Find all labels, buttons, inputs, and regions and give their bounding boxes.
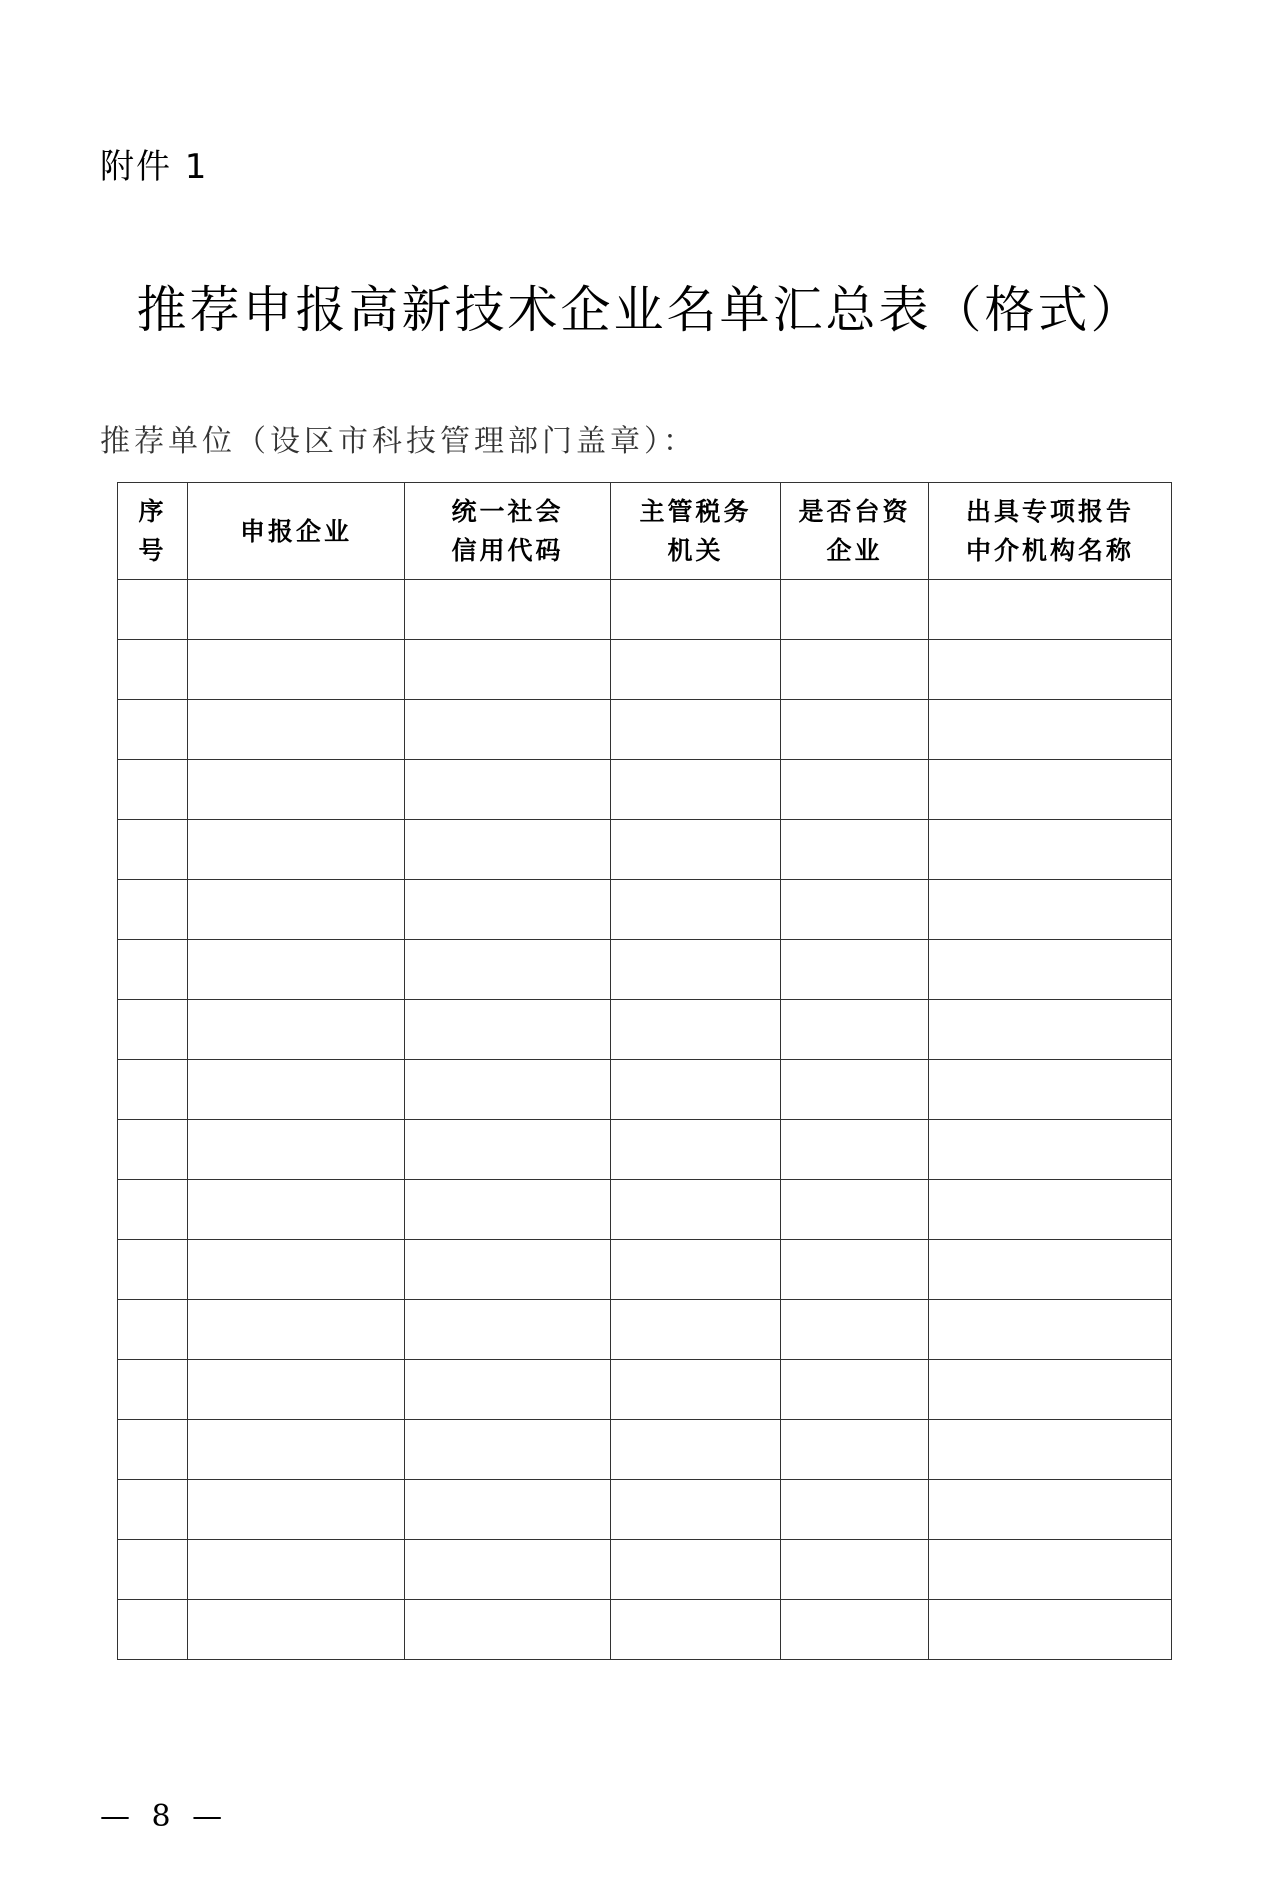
table-cell[interactable]	[188, 1540, 405, 1600]
table-cell[interactable]	[188, 1060, 405, 1120]
table-cell[interactable]	[188, 1420, 405, 1480]
table-cell[interactable]	[118, 1540, 188, 1600]
page-title: 推荐申报高新技术企业名单汇总表（格式）	[136, 281, 1144, 339]
table-cell[interactable]	[188, 1300, 405, 1360]
table-row	[118, 1060, 1172, 1120]
table-cell[interactable]	[781, 1360, 929, 1420]
table-cell[interactable]	[611, 820, 781, 880]
table-cell[interactable]	[781, 1000, 929, 1060]
table-row	[118, 1240, 1172, 1300]
table-cell[interactable]	[929, 1540, 1172, 1600]
header-line: 序	[138, 497, 167, 526]
table-cell[interactable]	[611, 1540, 781, 1600]
table-cell[interactable]	[118, 580, 188, 640]
table-cell[interactable]	[405, 1360, 611, 1420]
table-cell[interactable]	[188, 760, 405, 820]
attachment-label: 附件 1	[100, 147, 209, 187]
table-cell[interactable]	[781, 1300, 929, 1360]
table-row	[118, 1300, 1172, 1360]
table-cell[interactable]	[929, 1420, 1172, 1480]
table-body	[118, 580, 1172, 1660]
table-cell[interactable]	[188, 640, 405, 700]
table-cell[interactable]	[188, 820, 405, 880]
table-cell[interactable]	[781, 1540, 929, 1600]
table-cell[interactable]	[611, 1600, 781, 1660]
table-cell[interactable]	[405, 1420, 611, 1480]
table-cell[interactable]	[405, 1300, 611, 1360]
header-line: 号	[138, 536, 167, 565]
table-cell[interactable]	[611, 1300, 781, 1360]
table-cell[interactable]	[188, 1360, 405, 1420]
table-cell[interactable]	[118, 760, 188, 820]
table-row	[118, 700, 1172, 760]
header-agency-name	[929, 483, 1172, 580]
table-cell[interactable]	[188, 1240, 405, 1300]
table-cell[interactable]	[611, 880, 781, 940]
header-serial-number	[118, 483, 188, 580]
table-cell[interactable]	[781, 940, 929, 1000]
table-cell[interactable]	[929, 1240, 1172, 1300]
table-cell[interactable]	[405, 1240, 611, 1300]
header-taiwan-funded	[781, 483, 929, 580]
table-cell[interactable]	[118, 1120, 188, 1180]
header-line: 中介机构名称	[965, 536, 1134, 565]
table-row	[118, 1180, 1172, 1240]
header-tax-authority	[611, 483, 781, 580]
table-cell[interactable]	[188, 580, 405, 640]
table-cell[interactable]	[405, 820, 611, 880]
table-cell[interactable]	[781, 1480, 929, 1540]
table-cell[interactable]	[188, 1120, 405, 1180]
table-cell[interactable]	[118, 1300, 188, 1360]
table-cell[interactable]	[929, 880, 1172, 940]
table-cell[interactable]	[188, 1480, 405, 1540]
table-cell[interactable]	[929, 820, 1172, 880]
table-cell[interactable]	[611, 760, 781, 820]
table-cell[interactable]	[188, 700, 405, 760]
table-cell[interactable]	[118, 820, 188, 880]
table-cell[interactable]	[929, 1480, 1172, 1540]
table-cell[interactable]	[118, 1060, 188, 1120]
table-row	[118, 640, 1172, 700]
table-cell[interactable]	[781, 1180, 929, 1240]
table-cell[interactable]	[929, 1060, 1172, 1120]
table-cell[interactable]	[611, 1420, 781, 1480]
header-line: 申报企业	[239, 516, 352, 546]
table-cell[interactable]	[781, 700, 929, 760]
table-cell[interactable]	[929, 940, 1172, 1000]
table-cell[interactable]	[929, 700, 1172, 760]
table-cell[interactable]	[118, 1420, 188, 1480]
table-row	[118, 1000, 1172, 1060]
table-cell[interactable]	[405, 1180, 611, 1240]
table-row	[118, 940, 1172, 1000]
table-cell[interactable]	[188, 1000, 405, 1060]
table-cell[interactable]	[405, 880, 611, 940]
header-applicant-enterprise	[188, 483, 405, 580]
header-line: 主管税务	[639, 497, 752, 526]
table-cell[interactable]	[611, 1240, 781, 1300]
table-row	[118, 1600, 1172, 1660]
table-cell[interactable]	[929, 1120, 1172, 1180]
table-cell[interactable]	[188, 1600, 405, 1660]
table-cell[interactable]	[611, 1360, 781, 1420]
table-cell[interactable]	[405, 1540, 611, 1600]
table-cell[interactable]	[118, 1480, 188, 1540]
header-credit-code	[405, 483, 611, 580]
table-cell[interactable]	[781, 1600, 929, 1660]
header-line: 信用代码	[451, 536, 564, 565]
table-cell[interactable]	[781, 1240, 929, 1300]
table-cell[interactable]	[118, 1180, 188, 1240]
table-cell[interactable]	[188, 940, 405, 1000]
table-cell[interactable]	[118, 640, 188, 700]
table-cell[interactable]	[611, 1180, 781, 1240]
header-line: 是否台资	[798, 497, 911, 526]
table-cell[interactable]	[929, 760, 1172, 820]
table-row	[118, 1540, 1172, 1600]
table-cell[interactable]	[781, 1120, 929, 1180]
table-cell[interactable]	[611, 1060, 781, 1120]
header-line: 出具专项报告	[965, 497, 1134, 526]
table-row	[118, 1480, 1172, 1540]
table-cell[interactable]	[405, 1480, 611, 1540]
table-cell[interactable]	[781, 1420, 929, 1480]
table-cell[interactable]	[118, 880, 188, 940]
table-row	[118, 760, 1172, 820]
recommender-line: 推荐单位（设区市科技管理部门盖章）：	[100, 424, 697, 459]
table-cell[interactable]	[929, 580, 1172, 640]
header-line: 企业	[826, 536, 883, 565]
table-row	[118, 580, 1172, 640]
table-cell[interactable]	[118, 1000, 188, 1060]
table-row	[118, 1420, 1172, 1480]
table-cell[interactable]	[929, 1360, 1172, 1420]
table-cell[interactable]	[781, 1060, 929, 1120]
table-row	[118, 820, 1172, 880]
table-cell[interactable]	[611, 700, 781, 760]
table-cell[interactable]	[405, 1060, 611, 1120]
table-cell[interactable]	[405, 1120, 611, 1180]
table-cell[interactable]	[118, 1600, 188, 1660]
header-line: 统一社会	[451, 497, 564, 526]
table-cell[interactable]	[929, 1300, 1172, 1360]
table-cell[interactable]	[405, 940, 611, 1000]
table-cell[interactable]	[929, 640, 1172, 700]
table-cell[interactable]	[781, 640, 929, 700]
page-number: — 8 —	[100, 1799, 229, 1834]
table-cell[interactable]	[781, 820, 929, 880]
table-cell[interactable]	[118, 700, 188, 760]
table-cell[interactable]	[118, 1360, 188, 1420]
table-cell[interactable]	[781, 580, 929, 640]
table-cell[interactable]	[188, 880, 405, 940]
table-cell[interactable]	[611, 940, 781, 1000]
table-cell[interactable]	[188, 1180, 405, 1240]
table-cell[interactable]	[611, 1000, 781, 1060]
table-cell[interactable]	[611, 1480, 781, 1540]
table-cell[interactable]	[405, 1000, 611, 1060]
table-cell[interactable]	[929, 1180, 1172, 1240]
table-cell[interactable]	[611, 580, 781, 640]
table-cell[interactable]	[118, 940, 188, 1000]
table-cell[interactable]	[405, 700, 611, 760]
table-cell[interactable]	[405, 760, 611, 820]
table-row	[118, 1120, 1172, 1180]
table-cell[interactable]	[929, 1600, 1172, 1660]
table-cell[interactable]	[405, 640, 611, 700]
table-cell[interactable]	[781, 880, 929, 940]
table-cell[interactable]	[405, 580, 611, 640]
table-row	[118, 1360, 1172, 1420]
table-header-row	[118, 483, 1172, 580]
table-cell[interactable]	[929, 1000, 1172, 1060]
table-cell[interactable]	[611, 1120, 781, 1180]
table-cell[interactable]	[611, 640, 781, 700]
table-row	[118, 880, 1172, 940]
header-line: 机关	[667, 536, 724, 565]
table-cell[interactable]	[781, 760, 929, 820]
table-cell[interactable]	[118, 1240, 188, 1300]
summary-table	[117, 482, 1172, 1660]
table-cell[interactable]	[405, 1600, 611, 1660]
